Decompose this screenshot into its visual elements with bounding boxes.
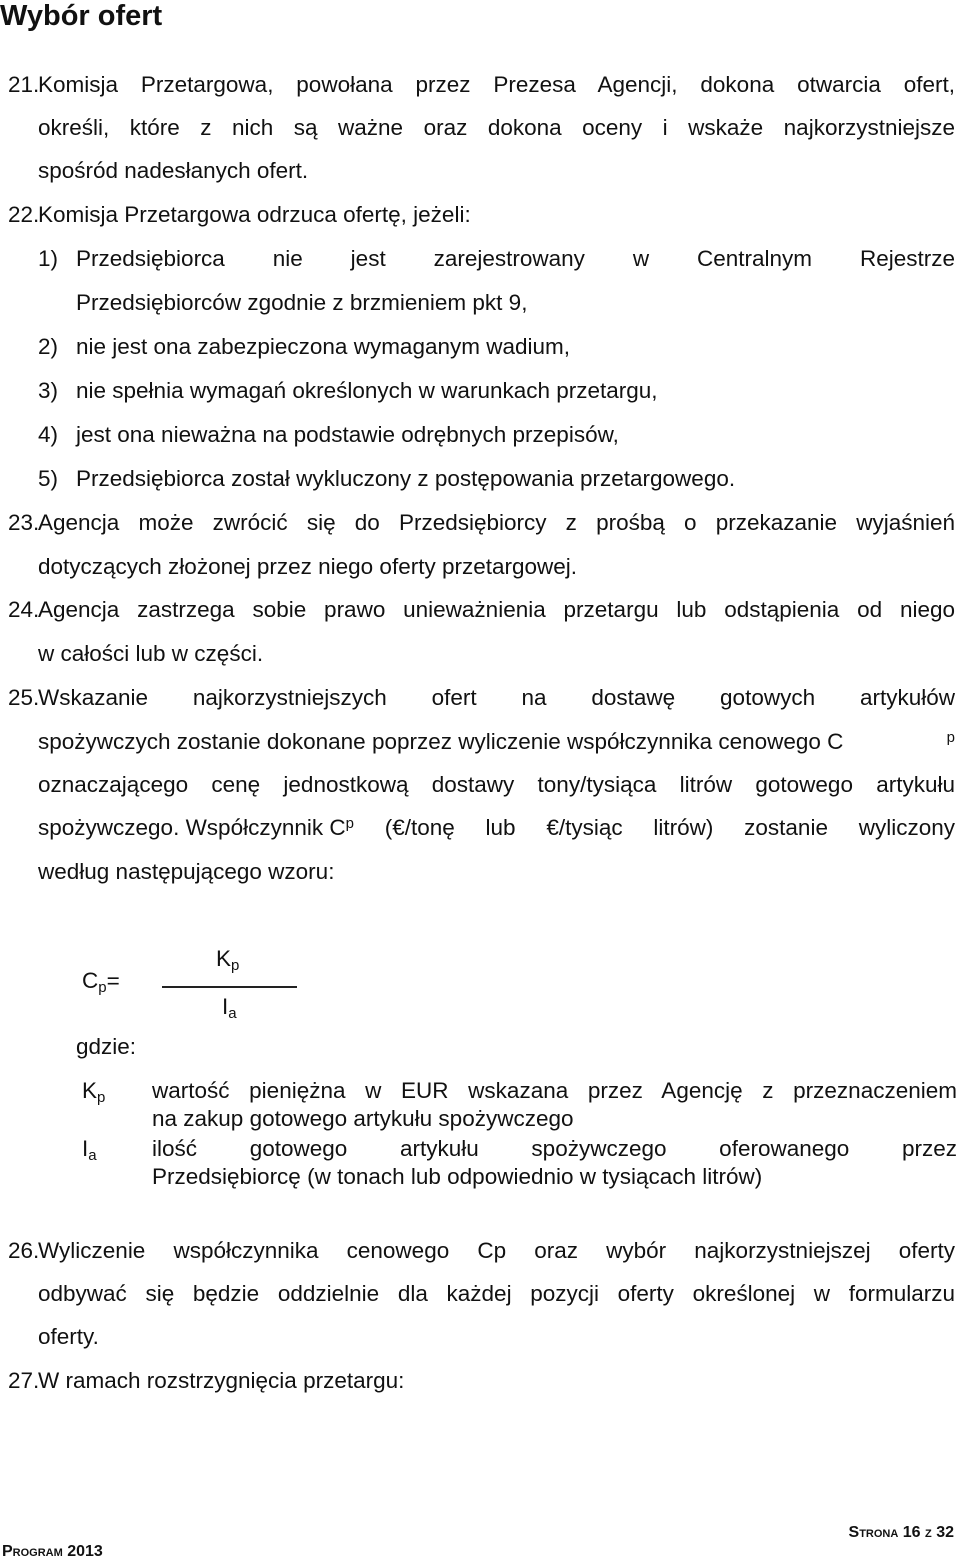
formula-numerator (216, 946, 239, 974)
subitem-text: nie jest ona zabezpieczona wymaganym wadium, (76, 334, 571, 359)
item-text: Komisja Przetargowa, powołana przez Prezesa Agencji, dokona otwarcia ofert, (38, 72, 955, 97)
item-number: 24. (8, 597, 40, 622)
item-text-line (38, 729, 955, 755)
subitem-number: 5) (38, 466, 59, 491)
item-text: (€/tonę lub €/tysiąc litrów) zostanie wyliczony (353, 815, 955, 840)
item-text: oferty. (38, 1324, 99, 1349)
item-text: Agencja może zwrócić się do Przedsiębiorcy z prośbą o przekazanie wyjaśnień (38, 510, 955, 535)
item-text: Wskazanie najkorzystniejszych ofert na dostawę gotowych artykułów (38, 685, 955, 710)
subitem-text: jest ona nieważna na podstawie odrębnych przepisów, (76, 422, 619, 447)
definition-text: Przedsiębiorcę (w tonach lub odpowiednio w tysiącach litrów) (152, 1164, 763, 1189)
equals-sign: = (106, 968, 120, 993)
page-counter (849, 1524, 954, 1542)
item-text (38, 729, 947, 755)
subitem-number: 1) (38, 246, 59, 271)
symbol-i: I (222, 994, 229, 1019)
definition-symbol (82, 1136, 97, 1164)
formula-denominator (222, 994, 237, 1022)
symbol-i: I (82, 1136, 89, 1161)
subitem-text: Przedsiębiorców zgodnie z brzmieniem pkt 9, (76, 290, 528, 315)
subitem-text: Przedsiębiorca nie jest zarejestrowany w Centralnym Rejestrze (76, 246, 955, 271)
page-total: 32 (936, 1524, 954, 1541)
page-label: Strona (848, 1524, 899, 1541)
subscript: p (98, 979, 107, 996)
item-text: dotyczących złożonej przez niego oferty przetargowej. (38, 554, 578, 579)
subscript: p (345, 815, 354, 832)
page-number: 16 (902, 1524, 921, 1541)
footer-program: Program 2013 (2, 1543, 103, 1560)
item-number: 26. (8, 1238, 40, 1263)
definition-text: wartość pieniężna w EUR wskazana przez Agencję z przeznaczeniem (152, 1078, 957, 1103)
subscript: a (228, 1005, 237, 1022)
item-number: 25. (8, 685, 40, 710)
item-number: 23. (8, 510, 40, 535)
subscript: p (946, 729, 955, 746)
item-text: Komisja Przetargowa odrzuca ofertę, jeżeli: (38, 202, 471, 227)
page-of: z (925, 1524, 932, 1541)
item-text: Wyliczenie współczynnika cenowego Cp oraz wybór najkorzystniejszej oferty (38, 1238, 955, 1263)
definition-symbol (82, 1078, 105, 1106)
item-number: 22. (8, 202, 40, 227)
subscript: p (97, 1089, 106, 1106)
item-text: oznaczającego cenę jednostkową dostawy tony/tysiąca litrów gotowego artykułu (38, 772, 955, 797)
definition-text: ilość gotowego artykułu spożywczego oferowanego przez (152, 1136, 957, 1161)
symbol-k: K (82, 1078, 98, 1103)
item-text: spożywczego. Współczynnik C (38, 815, 346, 840)
item-text: według następującego wzoru: (38, 859, 335, 884)
item-text: w całości lub w części. (38, 641, 264, 666)
definition-text: na zakup gotowego artykułu spożywczego (152, 1106, 574, 1131)
page-title: Wybór ofert (0, 0, 163, 32)
symbol-k: K (216, 946, 232, 971)
item-text: W ramach rozstrzygnięcia przetargu: (38, 1368, 405, 1393)
subscript: a (88, 1147, 97, 1164)
where-label: gdzie: (76, 1034, 137, 1059)
item-text-line (38, 815, 955, 841)
item-text: określi, które z nich są ważne oraz dokona oceny i wskaże najkorzystniejsze (38, 115, 955, 140)
item-text: Agencja zastrzega sobie prawo unieważnienia przetargu lub odstąpienia od niego (38, 597, 955, 622)
item-number: 27. (8, 1368, 40, 1393)
item-text: odbywać się będzie oddzielnie dla każdej pozycji oferty określonej w formularzu (38, 1281, 955, 1306)
subitem-text: nie spełnia wymagań określonych w warunkach przetargu, (76, 378, 658, 403)
subitem-number: 2) (38, 334, 59, 359)
subitem-number: 4) (38, 422, 59, 447)
symbol-c: C (82, 968, 99, 993)
item-number: 21. (8, 72, 40, 97)
subscript: p (231, 957, 240, 974)
subitem-number: 3) (38, 378, 59, 403)
item-text: spośród nadesłanych ofert. (38, 158, 309, 183)
fraction-bar (162, 986, 297, 988)
subitem-text: Przedsiębiorca został wykluczony z postępowania przetargowego. (76, 466, 736, 491)
formula-lhs (82, 968, 120, 996)
item-text: spożywczych zostanie dokonane poprzez wyliczenie współczynnika cenowego C (38, 729, 844, 754)
